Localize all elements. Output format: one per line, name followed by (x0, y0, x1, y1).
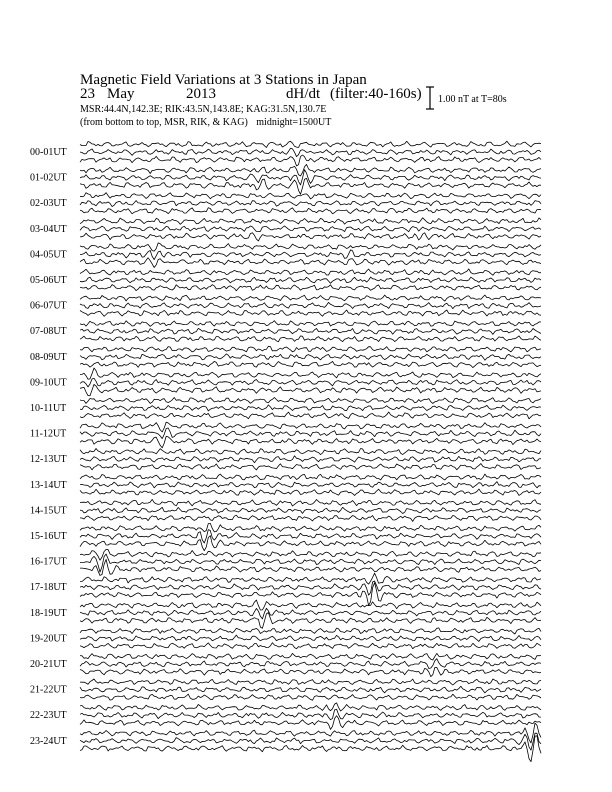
row-label: 08-09UT (30, 351, 67, 363)
row-label: 15-16UT (30, 531, 67, 542)
trace-MSR-02-03UT (80, 208, 541, 214)
trace-MSR-04-05UT (80, 258, 541, 268)
trace-KAG-14-15UT (80, 499, 541, 506)
trace-KAG-00-01UT (80, 141, 541, 147)
trace-RIK-07-08UT (80, 328, 541, 334)
midnight-note: midnight=1500UT (256, 117, 332, 128)
row-label: 03-04UT (30, 223, 67, 235)
trace-RIK-14-15UT (80, 507, 541, 513)
trace-KAG-04-05UT (80, 243, 541, 251)
date-month: May (107, 86, 135, 102)
trace-KAG-13-14UT (80, 474, 541, 480)
trace-RIK-00-01UT (80, 148, 541, 156)
row-label: 12-13UT (30, 454, 67, 466)
trace-MSR-06-07UT (80, 310, 541, 316)
trace-KAG-19-20UT (80, 628, 541, 634)
row-label: 18-19UT (30, 607, 67, 619)
trace-MSR-23-24UT (80, 736, 541, 762)
row-label: 14-15UT (30, 505, 67, 517)
station-coordinates: MSR:44.4N,142.3E; RIK:43.5N,143.8E; KAG:31.5N,130.7E (80, 104, 327, 115)
trace-RIK-12-13UT (80, 456, 541, 463)
trace-KAG-09-10UT (80, 368, 541, 379)
row-label: 19-20UT (30, 633, 67, 645)
trace-MSR-08-09UT (80, 361, 541, 367)
trace-MSR-09-10UT (80, 384, 541, 395)
trace-RIK-17-18UT (80, 581, 541, 595)
trace-MSR-05-06UT (80, 285, 541, 291)
trace-KAG-08-09UT (80, 346, 541, 352)
chart-title: Magnetic Field Variations at 3 Stations in Japan (80, 72, 367, 88)
trace-MSR-01-02UT (80, 178, 541, 194)
row-label: 02-03UT (30, 198, 67, 210)
trace-RIK-05-06UT (80, 277, 541, 283)
date-year: 2013 (186, 86, 216, 102)
trace-RIK-13-14UT (80, 482, 541, 488)
trace-KAG-21-22UT (80, 679, 541, 685)
trace-KAG-11-12UT (80, 422, 541, 432)
row-label: 04-05UT (30, 249, 67, 261)
trace-RIK-02-03UT (80, 201, 541, 207)
trace-RIK-03-04UT (80, 226, 541, 232)
order-note-text: (from bottom to top, MSR, RIK, & KAG) (80, 117, 248, 128)
row-label: 05-06UT (30, 275, 67, 286)
row-label: 16-17UT (30, 556, 67, 568)
row-label: 20-21UT (30, 659, 67, 670)
row-label: 06-07UT (30, 300, 67, 312)
trace-KAG-02-03UT (80, 193, 541, 199)
trace-RIK-06-07UT (80, 302, 541, 308)
filter-label: (filter:40-160s) (330, 86, 422, 102)
trace-MSR-14-15UT (80, 515, 541, 521)
trace-MSR-03-04UT (80, 233, 541, 241)
trace-RIK-22-23UT (80, 709, 541, 720)
trace-RIK-18-19UT (80, 608, 541, 619)
trace-MSR-11-12UT (80, 436, 541, 448)
trace-KAG-20-21UT (80, 653, 541, 660)
trace-KAG-07-08UT (80, 321, 541, 327)
trace-MSR-13-14UT (80, 489, 541, 495)
trace-KAG-12-13UT (80, 449, 541, 455)
trace-RIK-15-16UT (80, 530, 541, 543)
trace-MSR-21-22UT (80, 694, 541, 700)
trace-KAG-18-19UT (80, 600, 541, 610)
trace-KAG-01-02UT (80, 164, 541, 176)
trace-MSR-22-23UT (80, 716, 541, 730)
trace-KAG-22-23UT (80, 703, 541, 711)
trace-RIK-21-22UT (80, 686, 541, 693)
trace-MSR-10-11UT (80, 412, 541, 419)
row-label: 00-01UT (30, 147, 67, 158)
trace-KAG-03-04UT (80, 218, 541, 225)
trace-RIK-08-09UT (80, 354, 541, 360)
quantity-label: dH/dt (286, 86, 321, 102)
trace-RIK-09-10UT (80, 378, 541, 387)
trace-MSR-00-01UT (80, 155, 541, 166)
row-label: 01-02UT (30, 172, 67, 184)
trace-KAG-17-18UT (80, 573, 541, 584)
row-label: 07-08UT (30, 326, 67, 338)
date-day: 23 (80, 86, 95, 102)
row-label: 23-24UT (30, 735, 67, 747)
trace-RIK-04-05UT (80, 250, 541, 260)
row-label: 21-22UT (30, 684, 67, 696)
row-label: 22-23UT (30, 710, 67, 722)
row-label: 09-10UT (30, 377, 67, 389)
row-label: 17-18UT (30, 582, 67, 594)
trace-KAG-15-16UT (80, 523, 541, 531)
trace-MSR-07-08UT (80, 336, 541, 342)
trace-KAG-06-07UT (80, 295, 541, 301)
trace-MSR-15-16UT (80, 536, 541, 551)
trace-RIK-11-12UT (80, 428, 541, 439)
trace-RIK-10-11UT (80, 405, 541, 411)
station-order-note (80, 117, 331, 128)
row-label: 13-14UT (30, 479, 67, 491)
row-label: 10-11UT (30, 403, 67, 414)
trace-MSR-19-20UT (80, 643, 541, 649)
trace-MSR-18-19UT (80, 613, 541, 629)
scale-bar-label: 1.00 nT at T=80s (438, 94, 507, 105)
trace-KAG-16-17UT (80, 549, 541, 560)
trace-KAG-05-06UT (80, 269, 541, 275)
trace-KAG-10-11UT (80, 398, 541, 404)
trace-MSR-12-13UT (80, 464, 541, 470)
trace-RIK-20-21UT (80, 659, 541, 669)
trace-MSR-20-21UT (80, 667, 541, 676)
row-label: 11-12UT (30, 428, 67, 440)
trace-RIK-19-20UT (80, 635, 541, 641)
